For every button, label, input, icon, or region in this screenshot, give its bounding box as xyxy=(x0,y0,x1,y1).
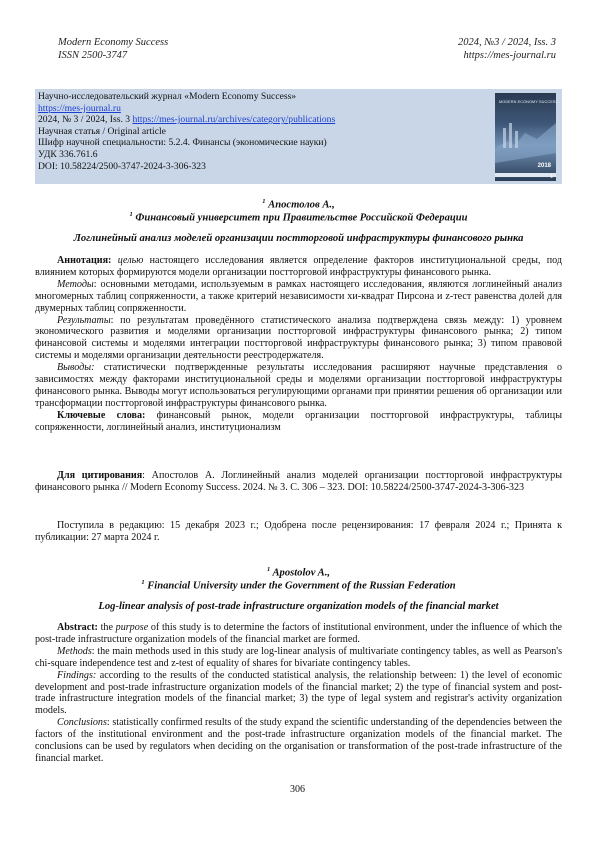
ru-keywords: Ключевые слова: финансовый рынок, модели организации постторговой инфраструктуры, таблицы сопряженности, логлинейный анализ, институционализм xyxy=(35,409,562,433)
ru-author: $^1$ Апостолов А., xyxy=(262,198,335,211)
article-info-box xyxy=(35,89,562,184)
ru-methods: Методы: основными методами, используемым в рамках настоящего исследования, являются логлинейный анализ многомерных таблиц сопряженности, а также критерий независимости хи-квадрат Пирсона и z-тест равенства долей для двумерных таблиц сопряженности. xyxy=(35,278,562,314)
en-conclusions: Conclusions: statistically confirmed results of the study expand the scientific understanding of the dependencies between the factors of the institutional environment and the post-trade infrastructure organization models of the financial market. The conclusions can be used by regulators when deciding on the organisation or transformation of the post-trade infrastructure of the financial market. xyxy=(35,717,562,764)
issue-label: 2024, №3 / 2024, Iss. 3 xyxy=(458,37,556,48)
cover-bottom-bar xyxy=(495,173,556,177)
en-title: Log-linear analysis of post-trade infrastructure organization models of the financial market xyxy=(98,601,499,612)
journal-cover-image xyxy=(495,93,559,181)
en-methods: Methods: the main methods used in this study are log-linear analysis of multivariate contingency tables, as well as Pearson's chi-square independence test and z-test of equality of shares for bivariate contingency tables. xyxy=(35,645,562,669)
page-number: 306 xyxy=(290,784,305,795)
running-header-left xyxy=(58,36,168,62)
ru-affiliation: $^1$ Финансовый университет при Правительстве Российской Федерации xyxy=(129,211,468,224)
ru-affiliation-sup: 1 xyxy=(129,211,133,218)
doi: DOI: 10.58224/2500-3747-2024-3-306-323 xyxy=(38,160,206,172)
en-abstract: Abstract: the purpose of this study is to determine the factors of institutional environment, under the influence of which the post-trade infrastructure organization models of the financial market are formed. xyxy=(35,622,562,645)
running-header-right xyxy=(458,36,556,62)
en-findings: Findings: according to the results of the conducted statistical analysis, the relationship between: 1) the level of economic development and post-trade infrastructure organization models of the financial market; 2) the type of financial system and post-trade infrastructure integration models of the financial market; 3) the type of legal system and registrar's activity organization models. xyxy=(35,669,562,717)
ru-citation-block xyxy=(35,470,562,494)
journal-name: Modern Economy Success xyxy=(58,37,169,48)
en-author-sup: 1 xyxy=(266,566,271,573)
journal-site: https://mes-journal.ru xyxy=(463,50,556,61)
cover-title: MODERN ECONOMY SUCCESS xyxy=(499,100,559,104)
journal-link[interactable]: https://mes-journal.ru xyxy=(38,102,121,114)
en-affiliation: $^1$ Financial University under the Government of the Russian Federation xyxy=(141,579,456,592)
cover-number: 1 xyxy=(550,174,553,180)
en-affiliation-sup: 1 xyxy=(141,579,145,586)
en-author: $^1$ Apostolov A., xyxy=(266,566,331,579)
ru-results: Результаты: по результатам проведённого статистического анализа подтверждена связь между: 1) уровнем экономического развития и моделями организации постторговой инфраструктуры финансового рынка; 2) типом финансовой системы и моделями интеграции постторговой инфраструктуры финансового рынка; 3) типом правовой системы и моделями организации деятельности реестродержателя. xyxy=(35,314,562,362)
ru-dates-block xyxy=(35,520,562,544)
ru-dates: Поступила в редакцию: 15 декабря 2023 г.; Одобрена после рецензирования: 17 февраля 2024 г.; Принята к публикации: 27 марта 2024 г. xyxy=(35,520,562,543)
udc-code: УДК 336.761.6 xyxy=(38,148,98,160)
cover-year: 2018 xyxy=(537,163,551,169)
en-abstract-block xyxy=(35,622,562,765)
ru-conclusions: Выводы: статистически подтвержденные результаты исследования расширяют научные представления о зависимостях между факторами институциональной среды и моделями организации постторговой инфраструктуры финансового рынка. Выводы могут использоваться регулирующими органами при принятии решения об организации или трансформации постторговой инфраструктуры финансового рынка. xyxy=(35,362,562,409)
ru-abstract-block xyxy=(35,255,562,434)
journal-full-name: Научно-исследовательский журнал «Modern Economy Success» xyxy=(38,91,297,102)
issue-line: 2024, № 3 / 2024, Iss. 3 xyxy=(38,114,133,126)
issn: ISSN 2500-3747 xyxy=(58,50,128,61)
archive-link[interactable]: https://mes-journal.ru/archives/category/publications xyxy=(132,114,336,126)
ru-author-sup: 1 xyxy=(262,198,266,205)
article-type: Научная статья / Original article xyxy=(38,125,166,137)
ru-annotation: Аннотация: целью настоящего исследования является определение факторов институциональной среды, под влиянием которых формируются модели организации постторговой инфраструктуры финансового рынка. xyxy=(35,255,562,278)
ru-citation: Для цитирования: Апостолов А. Логлинейный анализ моделей организации постторговой инфраструктуры финансового рынка // Modern Economy Success. 2024. № 3. С. 306 – 323. DOI: 10.58224/2500-3747-2024-3-306-323 xyxy=(35,470,562,493)
article-info-lines xyxy=(38,91,335,172)
specialty-code: Шифр научной специальности: 5.2.4. Финансы (экономические науки) xyxy=(38,137,327,149)
ru-title: Логлинейный анализ моделей организации постторговой инфраструктуры финансового рынка xyxy=(73,233,524,244)
